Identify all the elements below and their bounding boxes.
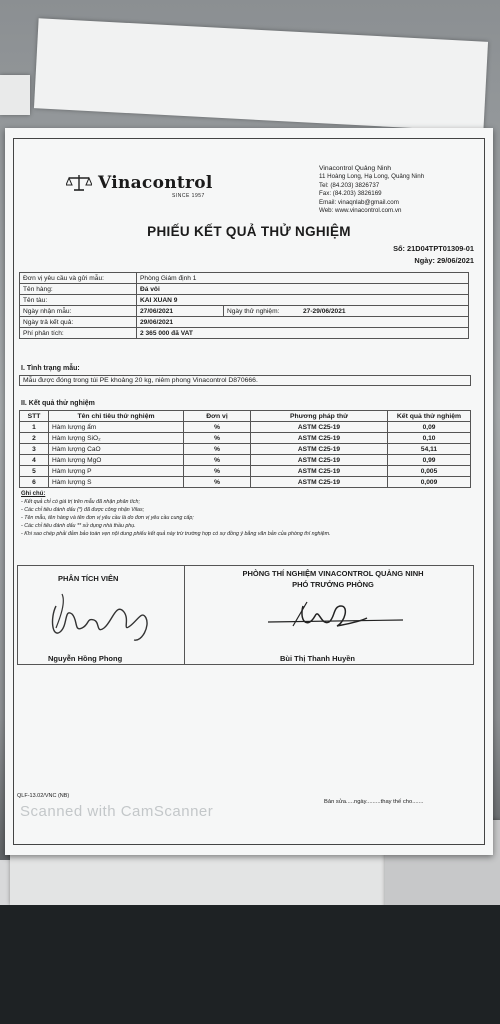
- test-report-page: [5, 128, 493, 855]
- company-address: 11 Hoàng Long, Hạ Long, Quảng Ninh: [319, 173, 425, 181]
- scanner-watermark: Scanned with CamScanner: [20, 803, 214, 820]
- col-method-header: Phương pháp thử: [251, 411, 388, 422]
- table-row: [20, 433, 471, 444]
- result-value: 0,99: [388, 455, 471, 466]
- requester-label: Đơn vị yêu cầu và gửi mẫu:: [20, 273, 137, 284]
- result-stt: 5: [20, 466, 49, 477]
- analyst-signature: [46, 588, 156, 648]
- company-info: [319, 165, 424, 215]
- company-web: Web: www.vinacontrol.com.vn: [319, 207, 402, 215]
- result-name: Hàm lượng S: [49, 477, 184, 488]
- table-row: [20, 477, 471, 488]
- result-method: ASTM C25-19: [251, 477, 388, 488]
- result-unit: %: [184, 466, 251, 477]
- table-row: [20, 284, 469, 295]
- logo-text: Vinacontrol: [98, 173, 213, 193]
- table-header-row: [20, 411, 471, 422]
- analyst-title: PHÂN TÍCH VIÊN: [58, 574, 119, 583]
- lab-position: PHÓ TRƯỞNG PHÒNG: [292, 580, 374, 589]
- note-line: - Các chỉ tiêu đánh dấu (*) đã được công nhận Vilas;: [21, 507, 145, 513]
- result-unit: %: [184, 444, 251, 455]
- col-name-header: Tên chỉ tiêu thử nghiệm: [49, 411, 184, 422]
- revision-line: Bản sửa.....ngày.........thay thế cho.......: [324, 799, 424, 805]
- result-name: Hàm lượng MgO: [49, 455, 184, 466]
- received-label: Ngày nhận mẫu:: [20, 306, 137, 317]
- company-logo: [66, 173, 213, 199]
- fee-value: 2 365 000 đã VAT: [137, 328, 469, 339]
- result-stt: 6: [20, 477, 49, 488]
- table-row: [20, 317, 469, 328]
- result-stt: 2: [20, 433, 49, 444]
- result-value: 0,009: [388, 477, 471, 488]
- col-stt-header: STT: [20, 411, 49, 422]
- result-value: 0,10: [388, 433, 471, 444]
- doc-date: Ngày: 29/06/2021: [414, 256, 474, 265]
- results-table: [19, 410, 471, 488]
- result-value: 0,005: [388, 466, 471, 477]
- lab-name: PHÒNG THÍ NGHIỆM VINACONTROL QUẢNG NINH: [242, 569, 424, 578]
- result-unit: %: [184, 433, 251, 444]
- approver-name: Bùi Thị Thanh Huyền: [280, 654, 355, 663]
- result-name: Hàm lượng P: [49, 466, 184, 477]
- notes-title: Ghi chú:: [21, 491, 46, 497]
- result-method: ASTM C25-19: [251, 444, 388, 455]
- signature-divider: [184, 566, 185, 664]
- section2-title: II. Kết quả thử nghiệm: [21, 400, 95, 407]
- result-stt: 3: [20, 444, 49, 455]
- test-date-label: Ngày thử nghiệm:: [224, 306, 301, 317]
- analyst-name: Nguyễn Hồng Phong: [48, 654, 123, 663]
- vessel-value: KAI XUAN 9: [137, 295, 469, 306]
- result-method: ASTM C25-19: [251, 433, 388, 444]
- received-value: 27/06/2021: [137, 306, 224, 317]
- table-row: [20, 455, 471, 466]
- company-email: Email: vinaqnlab@gmail.com: [319, 198, 399, 206]
- result-unit: %: [184, 477, 251, 488]
- table-row: [20, 444, 471, 455]
- report-title: PHIẾU KẾT QUẢ THỬ NGHIỆM: [147, 224, 351, 239]
- requester-value: Phòng Giám định 1: [137, 273, 469, 284]
- table-row: [20, 466, 471, 477]
- note-line: - Kết quả chỉ có giá trị trên mẫu đã nhận phân tích;: [21, 499, 140, 505]
- table-row: [20, 295, 469, 306]
- desk-edge: [0, 905, 500, 1024]
- table-row: [20, 306, 469, 317]
- result-method: ASTM C25-19: [251, 466, 388, 477]
- result-stt: 1: [20, 422, 49, 433]
- result-name: Hàm lượng CaO: [49, 444, 184, 455]
- note-line: - Tên mẫu, tên hàng và tên đơn vị yêu cầu là do đơn vị yêu cầu cung cấp;: [21, 515, 194, 521]
- table-row: [20, 328, 469, 339]
- table-row: [20, 273, 469, 284]
- sample-info-table: [19, 272, 469, 339]
- doc-meta: [393, 243, 474, 267]
- result-value: 0,09: [388, 422, 471, 433]
- lab-title: [208, 568, 458, 590]
- background-sheet: [0, 75, 30, 115]
- section1-title: I. Tình trạng mẫu:: [21, 365, 80, 372]
- col-result-header: Kết quả thử nghiệm: [388, 411, 471, 422]
- approver-signature: [263, 596, 413, 636]
- fee-label: Phí phân tích:: [20, 328, 137, 339]
- signature-box: [17, 565, 474, 665]
- note-line: - Các chỉ tiêu đánh dấu ** sử dụng nhà thầu phụ.: [21, 523, 136, 529]
- product-label: Tên hàng:: [20, 284, 137, 295]
- vessel-label: Tên tàu:: [20, 295, 137, 306]
- results-body: [20, 422, 471, 488]
- result-value: 54,11: [388, 444, 471, 455]
- company-fax: Fax: (84.203) 3826169: [319, 190, 382, 198]
- result-name: Hàm lượng ẩm: [49, 422, 184, 433]
- company-tel: Tel: (84.203) 3826737: [319, 181, 380, 189]
- result-method: ASTM C25-19: [251, 422, 388, 433]
- table-row: [20, 422, 471, 433]
- result-unit: %: [184, 422, 251, 433]
- result-stt: 4: [20, 455, 49, 466]
- notes: [21, 490, 476, 538]
- scale-logo-icon: [66, 174, 92, 192]
- form-code: QLF-13.02/VNC (NB): [17, 793, 70, 799]
- return-value: 29/06/2021: [137, 317, 469, 328]
- company-name: Vinacontrol Quảng Ninh: [319, 165, 392, 172]
- background-sheet: [34, 18, 488, 131]
- sample-condition-text: Mẫu được đóng trong túi PE khoảng 20 kg, niêm phong Vinacontrol D870666.: [19, 375, 471, 386]
- doc-number: Số: 21D04TPT01309-01: [393, 244, 474, 253]
- return-label: Ngày trả kết quả:: [20, 317, 137, 328]
- result-method: ASTM C25-19: [251, 455, 388, 466]
- col-unit-header: Đơn vị: [184, 411, 251, 422]
- logo-since: SINCE 1957: [172, 193, 205, 199]
- result-unit: %: [184, 455, 251, 466]
- test-date-value: 27-29/06/2021: [300, 306, 469, 317]
- page-border: [13, 138, 485, 845]
- note-line: - Khi sao chép phải đảm bảo toàn vẹn nội dung phiếu kết quả này trừ trường hợp có sự đồng ý bằng văn bản của phòng thí nghiệm.: [21, 531, 331, 537]
- product-value: Đá vôi: [137, 284, 469, 295]
- result-name: Hàm lượng SiO₂: [49, 433, 184, 444]
